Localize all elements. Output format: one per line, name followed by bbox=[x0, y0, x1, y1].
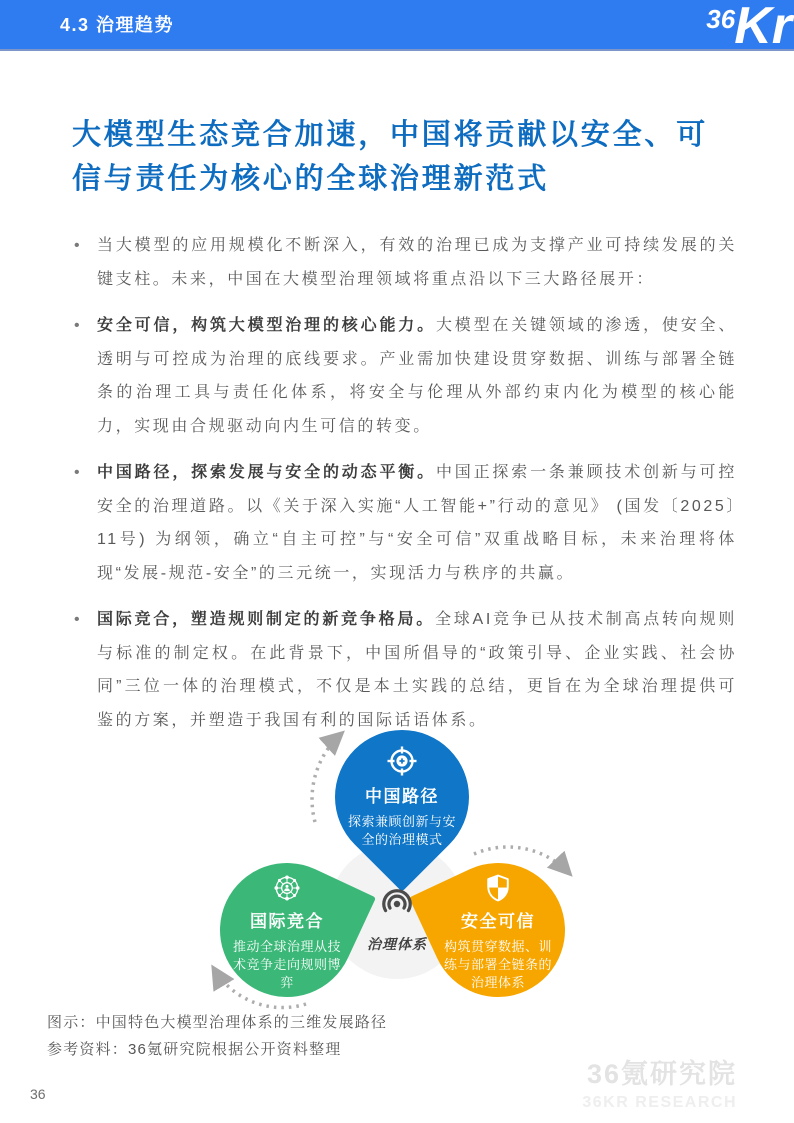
section-title: 4.3 治理趋势 bbox=[60, 15, 175, 35]
watermark-cn: 36氪研究院 bbox=[586, 1059, 737, 1089]
petal-description: 推动全球治理从技术竞争走向规则博弈 bbox=[232, 939, 341, 990]
logo-kr-text: Kr bbox=[734, 0, 792, 55]
petal-china-path bbox=[335, 730, 469, 864]
page-number: 36 bbox=[30, 1086, 46, 1102]
page-header bbox=[0, 0, 794, 55]
caption-line2: 参考资料：36氪研究院根据公开资料整理 bbox=[47, 1041, 342, 1058]
bullet-item bbox=[72, 456, 737, 590]
signal-icon bbox=[380, 887, 414, 921]
bullet-lead: 中国路径，探索发展与安全的动态平衡。 bbox=[97, 464, 436, 481]
figure-caption bbox=[47, 1009, 387, 1063]
caption-line1: 图示：中国特色大模型治理体系的三维发展路径 bbox=[47, 1014, 388, 1031]
governance-diagram bbox=[0, 718, 794, 1013]
bullet-text: 全球AI竞争已从技术制高点转向规则与标准的制定权。在此背景下，中国所倡导的“政策引导、企业实践、社会协同”三位一体的治理模式，不仅是本土实践的总结，更旨在为全球治理提供可鉴的方案，并塑造于我国有利的国际话语体系。 bbox=[97, 611, 737, 729]
bullet-item bbox=[72, 603, 737, 737]
bullet-lead: 国际竞合，塑造规则制定的新竞争格局。 bbox=[97, 611, 435, 628]
bullet-item bbox=[72, 309, 737, 443]
content-area bbox=[72, 113, 737, 750]
petal-title: 中国路径 bbox=[365, 787, 439, 806]
center-label: 治理体系 bbox=[367, 936, 427, 952]
target-icon bbox=[384, 743, 420, 779]
shield-icon bbox=[482, 872, 514, 904]
page-title: 大模型生态竞合加速，中国将贡献以安全、可信与责任为核心的全球治理新范式 bbox=[72, 119, 709, 195]
bullet-text: 中国正探索一条兼顾技术创新与可控安全的治理道路。以《关于深入实施“人工智能+”行动的意见》 (国发〔2025〕11号) 为纲领，确立“自主可控”与“安全可信”双重战略目标，未来治理将体现“发展-规范-安全”的三元统一，实现活力与秩序的共赢。 bbox=[97, 464, 737, 582]
bullet-text: 当大模型的应用规模化不断深入，有效的治理已成为支撑产业可持续发展的关键支柱。未来，中国在大模型治理领域将重点沿以下三大路径展开： bbox=[97, 237, 737, 288]
bullet-text: 大模型在关键领域的渗透，使安全、透明与可控成为治理的底线要求。产业需加快建设贯穿数据、训练与部署全链条的治理工具与责任化体系，将安全与伦理从外部约束内化为模型的核心能力，实现由合规驱动向内生可信的转变。 bbox=[97, 317, 737, 435]
36kr-logo bbox=[706, 0, 792, 55]
bullet-lead: 安全可信，构筑大模型治理的核心能力。 bbox=[97, 317, 436, 334]
bullet-list bbox=[72, 229, 737, 737]
watermark bbox=[582, 1052, 737, 1112]
petal-title: 国际竞合 bbox=[250, 912, 324, 931]
bullet-item bbox=[72, 229, 737, 296]
petal-international bbox=[220, 863, 354, 997]
network-icon bbox=[271, 872, 303, 904]
logo-36-text: 36 bbox=[706, 4, 736, 34]
watermark-en: 36KR RESEARCH bbox=[582, 1094, 737, 1111]
petal-security bbox=[431, 863, 565, 997]
petal-description: 探索兼顾创新与安全的治理模式 bbox=[347, 814, 456, 847]
petal-title: 安全可信 bbox=[461, 912, 535, 931]
petal-description: 构筑贯穿数据、训练与部署全链条的治理体系 bbox=[443, 939, 552, 990]
